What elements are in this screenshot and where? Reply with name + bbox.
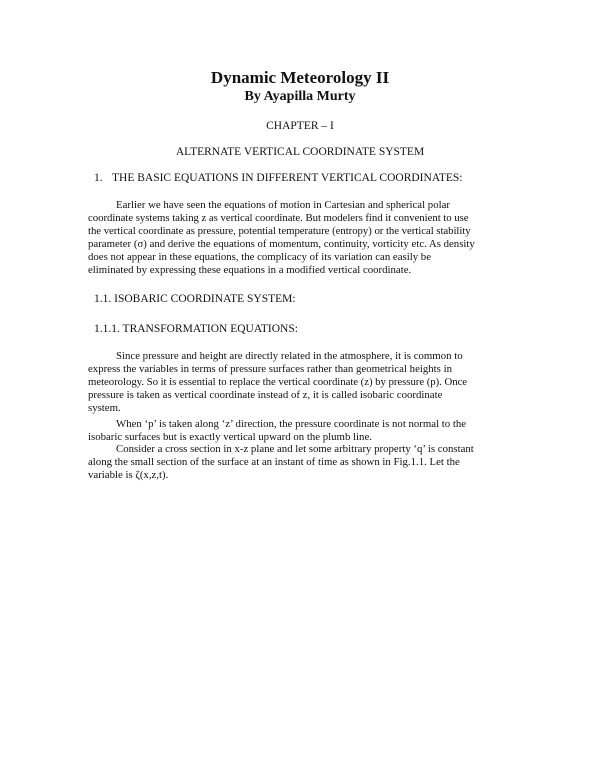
- heading-text: THE BASIC EQUATIONS IN DIFFERENT VERTICAL COORDINATES:: [112, 172, 463, 184]
- paragraph-line: pressure is taken as vertical coordinate instead of z, it is called isobaric coordinate: [88, 388, 443, 401]
- paragraph-line: system.: [88, 401, 121, 414]
- paragraph-line: variable is ζ(x,z,t).: [88, 468, 169, 481]
- document-author: By Ayapilla Murty: [244, 89, 356, 104]
- chapter-label: CHAPTER – I: [266, 120, 334, 132]
- paragraph-line: parameter (σ) and derive the equations of momentum, continuity, vorticity etc. As density: [88, 237, 475, 250]
- paragraph-line: does not appear in these equations, the complicacy of its variation can easily be: [88, 250, 431, 263]
- paragraph-line: Earlier we have seen the equations of motion in Cartesian and spherical polar: [116, 199, 450, 211]
- paragraph-plumb-line: [88, 418, 512, 444]
- paragraph-line: When ‘p’ is taken along ‘z’ direction, the pressure coordinate is not normal to the: [116, 418, 467, 430]
- paragraph-line: express the variables in terms of pressure surfaces rather than geometrical heights in: [88, 362, 452, 375]
- heading-isobaric-coordinate-system: 1.1. ISOBARIC COORDINATE SYSTEM:: [94, 293, 296, 305]
- paragraph-pressure: [88, 350, 512, 415]
- paragraph-line: isobaric surfaces but is exactly vertical upward on the plumb line.: [88, 430, 372, 443]
- paragraph-line: Consider a cross section in x-z plane and let some arbitrary property ‘q’ is constant: [116, 443, 474, 455]
- paragraph-cross-section: [88, 443, 512, 482]
- paragraph-line: the vertical coordinate as pressure, potential temperature (entropy) or the vertical stability: [88, 224, 471, 237]
- section-title: ALTERNATE VERTICAL COORDINATE SYSTEM: [175, 146, 425, 158]
- paragraph-line: along the small section of the surface at an instant of time as shown in Fig.1.1. Let the: [88, 455, 460, 468]
- paragraph-intro: [88, 199, 512, 276]
- document-title: Dynamic Meteorology II: [210, 68, 390, 87]
- paragraph-line: meteorology. So it is essential to replace the vertical coordinate (z) by pressure (p). Once: [88, 375, 468, 388]
- paragraph-line: coordinate systems taking z as vertical coordinate. But modelers find it convenient to use: [88, 211, 469, 224]
- paragraph-line: Since pressure and height are directly related in the atmosphere, it is common to: [116, 350, 463, 362]
- heading-number: 1.: [94, 172, 103, 184]
- paragraph-line: eliminated by expressing these equations in a modified vertical coordinate.: [88, 263, 412, 276]
- heading-basic-equations: [94, 171, 463, 185]
- heading-transformation-equations: 1.1.1. TRANSFORMATION EQUATIONS:: [94, 323, 298, 335]
